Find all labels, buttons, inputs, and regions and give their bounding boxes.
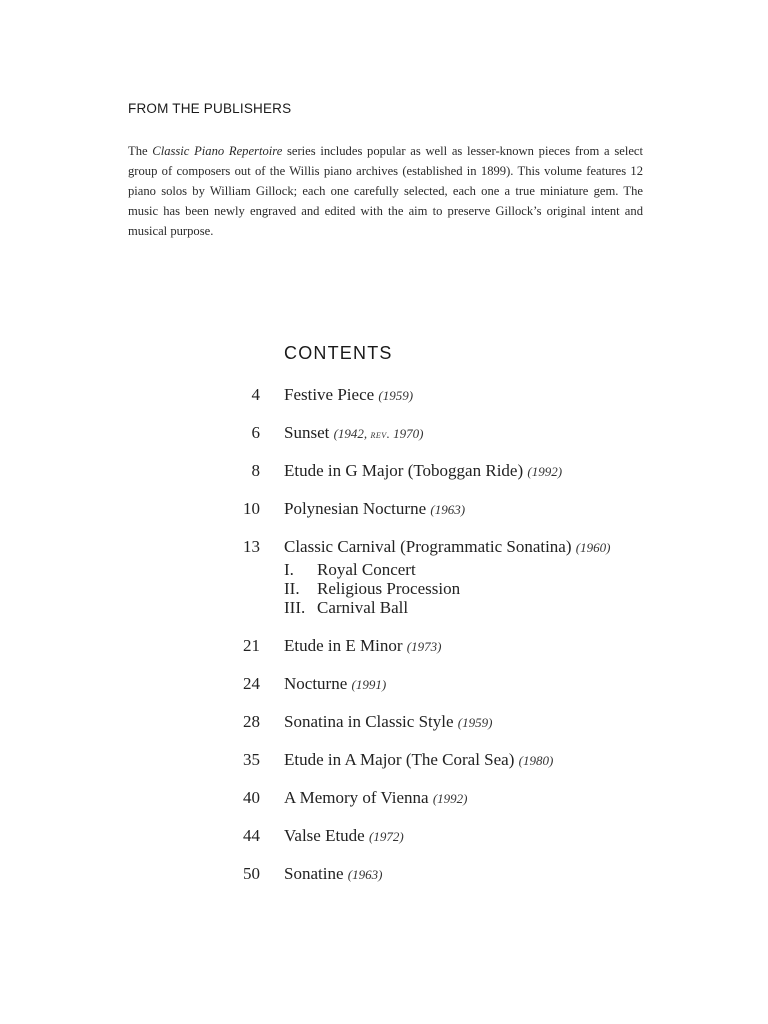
piece-title: Nocturne [284, 674, 348, 693]
toc-entry [0, 674, 768, 696]
toc-entry [0, 712, 768, 734]
piece-title: Sonatina in Classic Style [284, 712, 454, 731]
toc-title [284, 423, 423, 443]
toc-page-number: 28 [243, 712, 260, 731]
toc-page-number: 13 [243, 537, 260, 556]
toc-entry [0, 461, 768, 483]
movement-title: Religious Procession [317, 579, 461, 598]
piece-year: (1973) [406, 639, 442, 654]
toc-page-number: 40 [243, 788, 260, 807]
series-name: Classic Piano Repertoire [152, 144, 283, 158]
toc-entry [0, 423, 768, 445]
toc-page-number: 6 [251, 423, 260, 442]
piece-year: (1992) [432, 791, 468, 806]
toc-title [284, 750, 553, 770]
piece-year: (1959) [378, 388, 414, 403]
piece-title: Etude in A Major (The Coral Sea) [284, 750, 515, 769]
paragraph-body: series includes popular as well as lesser-known pieces from a select group of composers out of the Willis piano archives (established in 1899). This volume features 12 piano solos by William Gillock; each one carefully selected, each one a true miniature gem. The music has been newly engraved and edited with the aim to preserve Gillock’s original intent and musical purpose. [128, 144, 643, 238]
toc-page-number: 50 [243, 864, 260, 883]
piece-year: (1992) [527, 464, 563, 479]
toc-entry [0, 499, 768, 521]
piece-title: Classic Carnival (Programmatic Sonatina) [284, 537, 572, 556]
movement-title: Carnival Ball [317, 598, 409, 617]
toc-entry [0, 788, 768, 810]
piece-year: (1942, rev. 1970) [333, 426, 424, 441]
toc-page-number: 4 [251, 385, 260, 404]
piece-year: (1959) [457, 715, 493, 730]
piece-year: (1963) [347, 867, 383, 882]
piece-title: A Memory of Vienna [284, 788, 429, 807]
piece-title: Sunset [284, 423, 330, 442]
toc-title [284, 788, 467, 808]
piece-year: (1963) [430, 502, 466, 517]
piece-year: (1972) [368, 829, 404, 844]
toc-title [284, 864, 382, 884]
movement-item [284, 560, 416, 580]
movement-item [284, 579, 460, 599]
toc-title [284, 499, 465, 519]
movement-number: II. [284, 579, 300, 598]
toc-title [284, 537, 610, 557]
toc-entry [0, 864, 768, 886]
toc-page-number: 24 [243, 674, 260, 693]
piece-title: Polynesian Nocturne [284, 499, 427, 518]
piece-year: (1960) [575, 540, 611, 555]
toc-entry [0, 385, 768, 407]
piece-title: Valse Etude [284, 826, 365, 845]
toc-title [284, 636, 441, 656]
piece-title: Etude in G Major (Toboggan Ride) [284, 461, 524, 480]
paragraph-intro: The [128, 144, 153, 158]
toc-page-number: 8 [251, 461, 260, 480]
piece-year: (1991) [351, 677, 387, 692]
toc-page-number: 44 [243, 826, 260, 845]
toc-title [284, 461, 562, 481]
piece-title: Festive Piece [284, 385, 375, 404]
toc-page-number: 35 [243, 750, 260, 769]
toc-entry [0, 826, 768, 848]
toc-page-number: 21 [243, 636, 260, 655]
publishers-heading: FROM THE PUBLISHERS [128, 101, 292, 116]
toc-page-number: 10 [243, 499, 260, 518]
toc-title [284, 385, 413, 405]
contents-heading: CONTENTS [284, 343, 393, 363]
movement-title: Royal Concert [317, 560, 416, 579]
movement-number: III. [284, 598, 306, 617]
toc-title [284, 712, 492, 732]
publishers-paragraph [128, 141, 643, 241]
piece-title: Etude in E Minor [284, 636, 403, 655]
toc-title [284, 826, 404, 846]
piece-year: (1980) [518, 753, 554, 768]
toc-entry [0, 750, 768, 772]
movement-number: I. [284, 560, 294, 579]
toc-entry [0, 537, 768, 559]
toc-entry [0, 636, 768, 658]
toc-title [284, 674, 386, 694]
movement-item [284, 598, 408, 618]
piece-title: Sonatine [284, 864, 344, 883]
